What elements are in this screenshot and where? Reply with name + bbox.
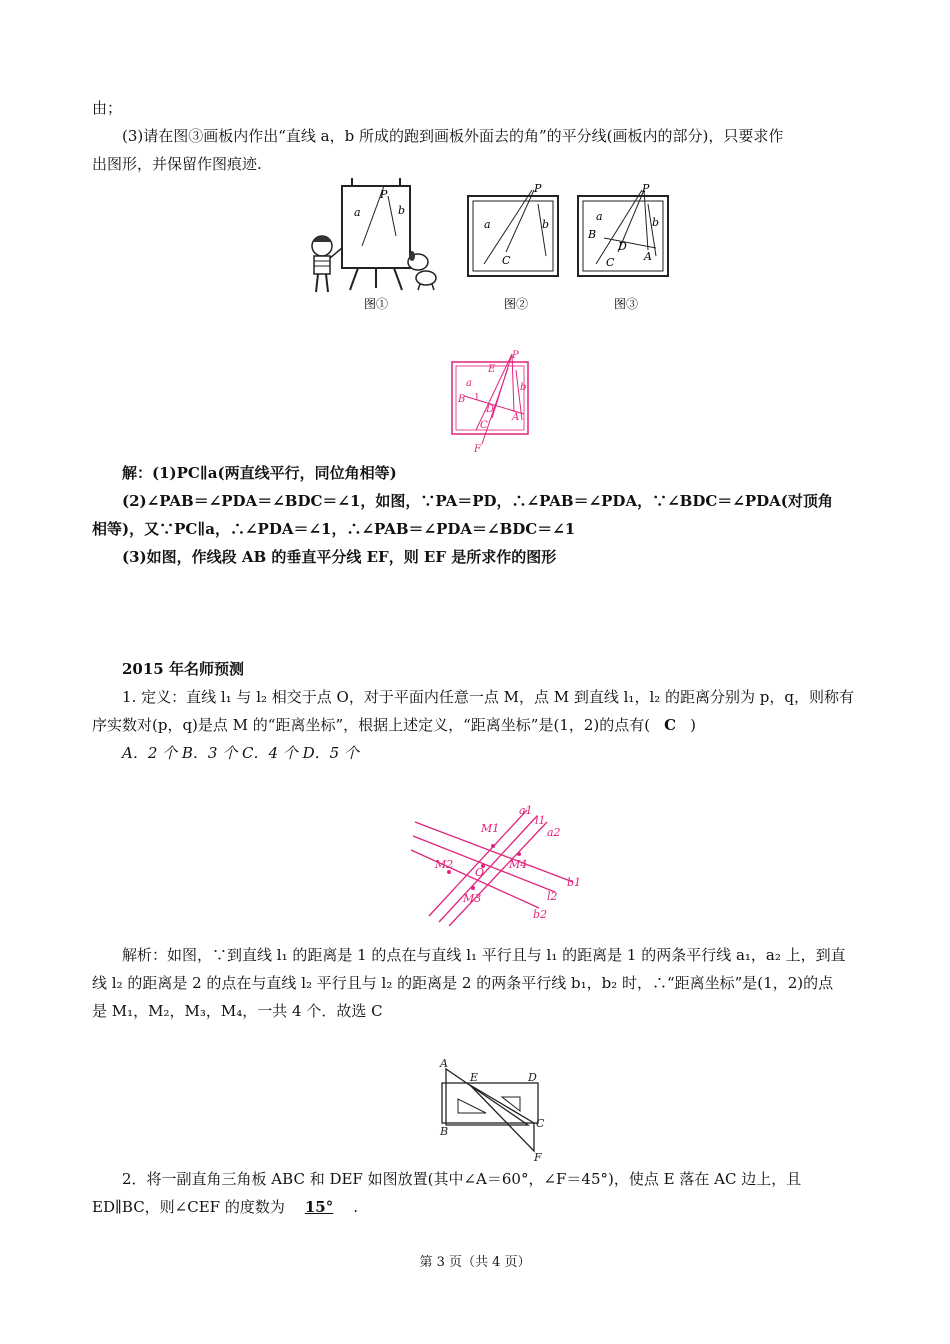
set-square-label-c: C (536, 1117, 545, 1130)
analysis-line-3: 是 M₁，M₂，M₃，M₄，一共 4 个．故选 C (92, 1002, 383, 1020)
section-heading: 2015 年名师预测 (122, 660, 244, 678)
figure-2 (464, 180, 564, 316)
question-1-options: A．2 个 B．3 个 C．4 个 D．5 个 (122, 744, 359, 762)
figure-set-squares (430, 1055, 560, 1167)
fig1-label-b: b (398, 204, 406, 217)
construction-label-b: b (520, 382, 527, 393)
text-line-3: 出图形，并保留作图痕迹. (92, 155, 262, 173)
text-line-1: 由； (92, 99, 123, 117)
fig3-label-a-point: A (644, 250, 652, 263)
fig1-label-p: P (380, 188, 388, 201)
analysis-line-1: 解析：如图，∵到直线 l₁ 的距离是 1 的点在与直线 l₁ 平行且与 l₁ 的距离是 1 的两条平行线 a₁，a₂ 上，到直 (122, 946, 846, 964)
label-b1: b1 (567, 876, 582, 889)
label-o: O (475, 866, 485, 879)
question-1-line-2 (92, 714, 696, 736)
question-1-line-1: 1. 定义：直线 l₁ 与 l₂ 相交于点 O，对于平面内任意一点 M，点 M 到直线 l₁，l₂ 的距离分别为 p，q，则称有 (122, 688, 854, 706)
analysis-line-2: 线 l₂ 的距离是 2 的点在与直线 l₂ 平行且与 l₂ 的距离是 2 的两条平行线 b₁，b₂ 时，∴“距离坐标”是(1，2)的点 (92, 974, 834, 992)
label-a2: a2 (547, 826, 561, 839)
solution-line-3: 相等)，又∵PC∥a，∴∠PDA＝∠1，∴∠PAB＝∠PDA＝∠BDC＝∠1 (92, 520, 576, 538)
fig2-label-b: b (542, 218, 550, 231)
question-2-stem: ED∥BC，则∠CEF 的度数为 (92, 1198, 285, 1216)
fig3-caption: 图③ (614, 297, 639, 311)
solution-line-4: (3)如图，作线段 AB 的垂直平分线 EF，则 EF 是所求作的图形 (122, 548, 557, 566)
solution-line-1: 解：(1)PC∥a(两直线平行，同位角相等) (122, 464, 397, 482)
fig1-caption: 图① (364, 297, 389, 311)
label-a1: a1 (519, 804, 533, 817)
fig2-label-a: a (484, 218, 491, 231)
fig1-label-a: a (354, 206, 361, 219)
fig3-label-c: C (606, 256, 615, 269)
set-square-label-f: F (534, 1151, 542, 1164)
question-2-line-2 (92, 1196, 358, 1218)
question-1-close: ) (690, 716, 696, 734)
label-l2: l2 (547, 890, 558, 903)
question-2-answer: 15° (304, 1198, 334, 1216)
construction-label-p: P (512, 350, 519, 361)
question-1-stem: 序实数对(p，q)是点 M 的“距离坐标”，根据上述定义，“距离坐标”是(1，2)的点有( (92, 716, 651, 734)
label-m1: M1 (481, 822, 500, 835)
set-square-label-a: A (440, 1057, 448, 1070)
solution-line-2: (2)∠PAB＝∠PDA＝∠BDC＝∠1，如图，∵PA＝PD，∴∠PAB＝∠PDA，∵∠BDC＝∠PDA(对顶角 (122, 492, 833, 510)
label-m2: M2 (435, 858, 454, 871)
question-2-end: . (353, 1198, 359, 1216)
fig3-label-a: a (596, 210, 603, 223)
figure-1 (300, 176, 450, 316)
fig3-label-b: b (652, 216, 660, 229)
construction-label-a: a (466, 378, 472, 389)
figure-distance-coordinates (405, 800, 590, 930)
fig2-caption: 图② (504, 297, 529, 311)
label-l1: l1 (535, 814, 546, 827)
fig3-label-d: D (618, 240, 627, 253)
label-b2: b2 (533, 908, 548, 921)
construction-label-1: 1 (474, 393, 480, 403)
set-square-label-e: E (470, 1071, 479, 1084)
construction-label-a-point: A (512, 412, 520, 423)
page-footer: 第 3 页（共 4 页） (419, 1255, 531, 1270)
question-2-line-1: 2．将一副直角三角板 ABC 和 DEF 如图放置(其中∠A＝60°，∠F＝45°)，使点 E 落在 AC 边上，且 (122, 1170, 802, 1188)
fig3-label-p: P (642, 182, 650, 195)
question-1-answer: C (664, 716, 677, 734)
figure-3 (574, 180, 674, 316)
fig2-label-p: P (534, 182, 542, 195)
construction-label-b-point: B (458, 394, 466, 405)
fig2-label-c: C (502, 254, 511, 267)
construction-label-c: C (480, 420, 488, 431)
label-m3: M3 (463, 892, 482, 905)
fig3-label-b-point: B (588, 228, 597, 241)
construction-label-f: F (474, 444, 481, 455)
construction-label-e: E (488, 364, 496, 375)
set-square-label-d: D (528, 1071, 537, 1084)
set-square-label-b: B (440, 1125, 449, 1138)
construction-label-d: D (486, 404, 495, 415)
label-m4: M4 (509, 858, 528, 871)
text-line-2: (3)请在图③画板内作出“直线 a，b 所成的跑到画板外面去的角”的平分线(画板内的部分)，只要求作 (122, 127, 784, 145)
figure-construction (446, 348, 536, 458)
